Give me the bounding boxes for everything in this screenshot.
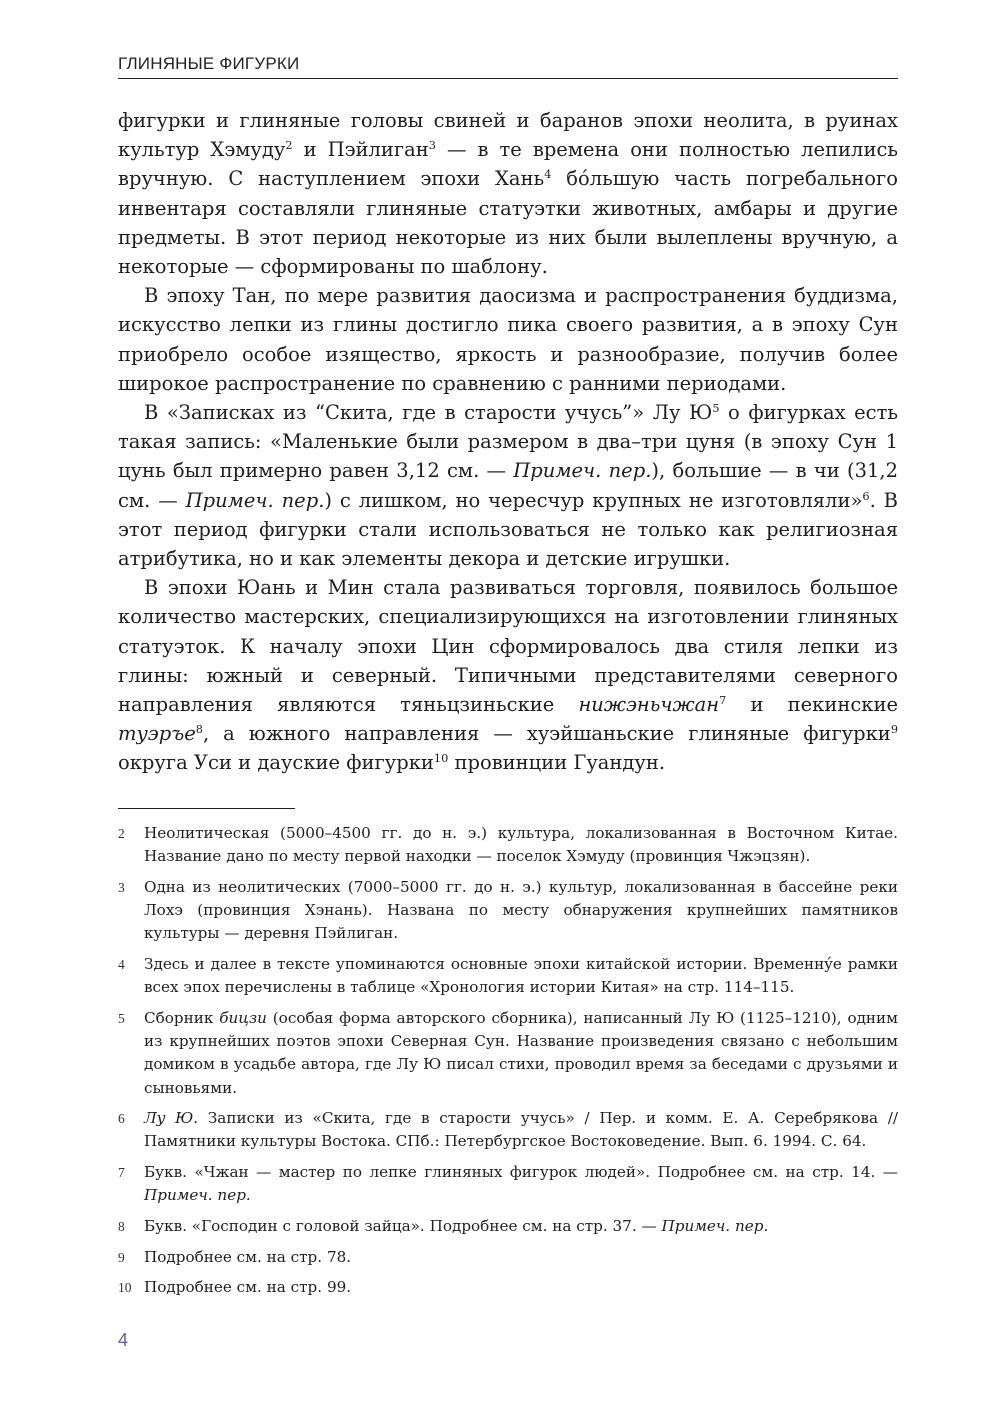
header-rule [118, 78, 898, 79]
paragraph-1: фигурки и глиняные головы свиней и баранов эпохи неолита, в руинах культур Хэмуду$^2$ и Пэйлиган$^3$ — в те времена они полностью лепились вручную. С наступлением эпохи Хань$^4$ бóльшую часть погребального инвентаря составляли глиняные статуэтки животных, амбары и другие предметы. В этот период некоторые из них были вылеплены вручную, а некоторые — сформированы по шаблону. [118, 109, 899, 279]
footnote-item: 5 Сборник бицзи (особая форма авторского сборника), написанный Лу Ю (1125–1210), одним из крупнейших поэтов эпохи Северная Сун. Название произведения связано с небольшим домиком в усадьбе автора, где Лу Ю писал стихи, проводил время за беседами с друзьями и сыновьями. [118, 1008, 898, 1097]
footnote-number: 4 [118, 957, 125, 973]
footnote-item: 8 Букв. «Господин с головой зайца». Подробнее см. на стр. 37. — Примеч. пер. [118, 1215, 898, 1238]
paragraph-2: В эпоху Тан, по мере развития даосизма и распространения буддизма, искусство лепки из глины достигло пика своего развития, а в эпоху Сун приобрело особое изящество, яркость и разнообразие, получив более широкое распространение по сравнению с ранними периодами. [118, 284, 898, 395]
footnote-number: 5 [118, 1010, 125, 1026]
running-header: ГЛИНЯНЫЕ ФИГУРКИ [118, 54, 300, 73]
footnote-ref-3[interactable]: 3 [428, 139, 436, 153]
footnote-number: 7 [118, 1165, 125, 1181]
paragraph-3: В «Записках из “Скита, где в старости учусь”» Лу $Ю^5$ о фигурках есть такая запись: «Маленькие были размером в два–три цуня (в эпоху Сун 1 цунь был примерно равен 3,12 см. — Примеч. пер.), большие — в чи (31,2 см. — Примеч. пер.) с лишком, но чересчур крупных не изготовляли»$^6$. В этот период фигурки стали использоваться не только как религиозная атрибутика, но и как элементы декора и детские игрушки. [118, 401, 899, 571]
footnote-ref-5[interactable]: 5 [712, 402, 720, 416]
footnote-number: 6 [118, 1111, 125, 1127]
footnote-ref-8[interactable]: 8 [195, 723, 203, 737]
footnote-number: 3 [118, 879, 125, 895]
footnote-item: 9 Подробнее см. на стр. 78. [118, 1246, 898, 1269]
footnote-number: 10 [118, 1280, 132, 1296]
footnote-item: 2 Неолитическая (5000–4500 гг. до н. э.) культура, локализованная в Восточном Китае. Название дано по месту первой находки — поселок Хэмуду (провинция Чжэцзян). [118, 824, 898, 866]
book-page [118, 0, 898, 1418]
footnote-ref-9[interactable]: 9 [890, 723, 898, 737]
footnote-number: 2 [118, 826, 125, 841]
footnote-ref-4[interactable]: 4 [544, 168, 552, 182]
footnote-ref-7[interactable]: 7 [719, 694, 727, 708]
footnote-item: 7 Букв. «Чжан — мастер по лепке глиняных фигурок людей». Подробнее см. на стр. 14. — Примеч. пер. [118, 1163, 898, 1205]
footnote-item: 10 Подробнее см. на стр. 99. [118, 1276, 898, 1299]
paragraph-4: В эпохи Юань и Мин стала развиваться торговля, появилось большое количество мастерских, специализирующихся на изготовлении глиняных статуэток. К началу эпохи Цин сформировалось два стиля лепки из глины: южный и северный. Типичными представителями северного направления являются тяньцзиньские нижэньчжан$^7$ и пекинские туэръе$^8$, а южного направления — хуэйшаньские глиняные фигурки$^9$ округа Уси и дауские фигурки$^{10}$ провинции Гуандун. [118, 576, 898, 775]
footnote-item: 3 Одна из неолитических (7000–5000 гг. до н. э.) культур, локализованная в бассейне реки Лохэ (провинция Хэнань). Названа по месту обнаружения крупнейших памятников культуры — деревня Пэйлиган. [118, 877, 898, 943]
footnote-number: 8 [118, 1219, 125, 1235]
footnote-ref-6[interactable]: 6 [862, 489, 870, 503]
footnote-number: 9 [118, 1249, 125, 1265]
footnotes [118, 822, 898, 1307]
footnote-separator [118, 808, 295, 809]
page-number: 4 [118, 1330, 129, 1350]
footnote-item: 4 Здесь и далее в тексте упоминаются основные эпохи китайской истории. Временнýе рамки всех эпох перечислены в таблице «Хронология истории Китая» на стр. 114–115. [118, 955, 898, 997]
main-text [118, 106, 898, 778]
footnote-ref-2[interactable]: 2 [285, 139, 293, 153]
footnote-ref-10[interactable]: 10 [433, 752, 449, 766]
footnote-item: 6 Лу Ю. Записки из «Скита, где в старости учусь» / Пер. и комм. Е. А. Серебрякова // Памятники культуры Востока. СПб.: Петербургское Востоковедение. Вып. 6. 1994. С. 64. [118, 1109, 899, 1151]
